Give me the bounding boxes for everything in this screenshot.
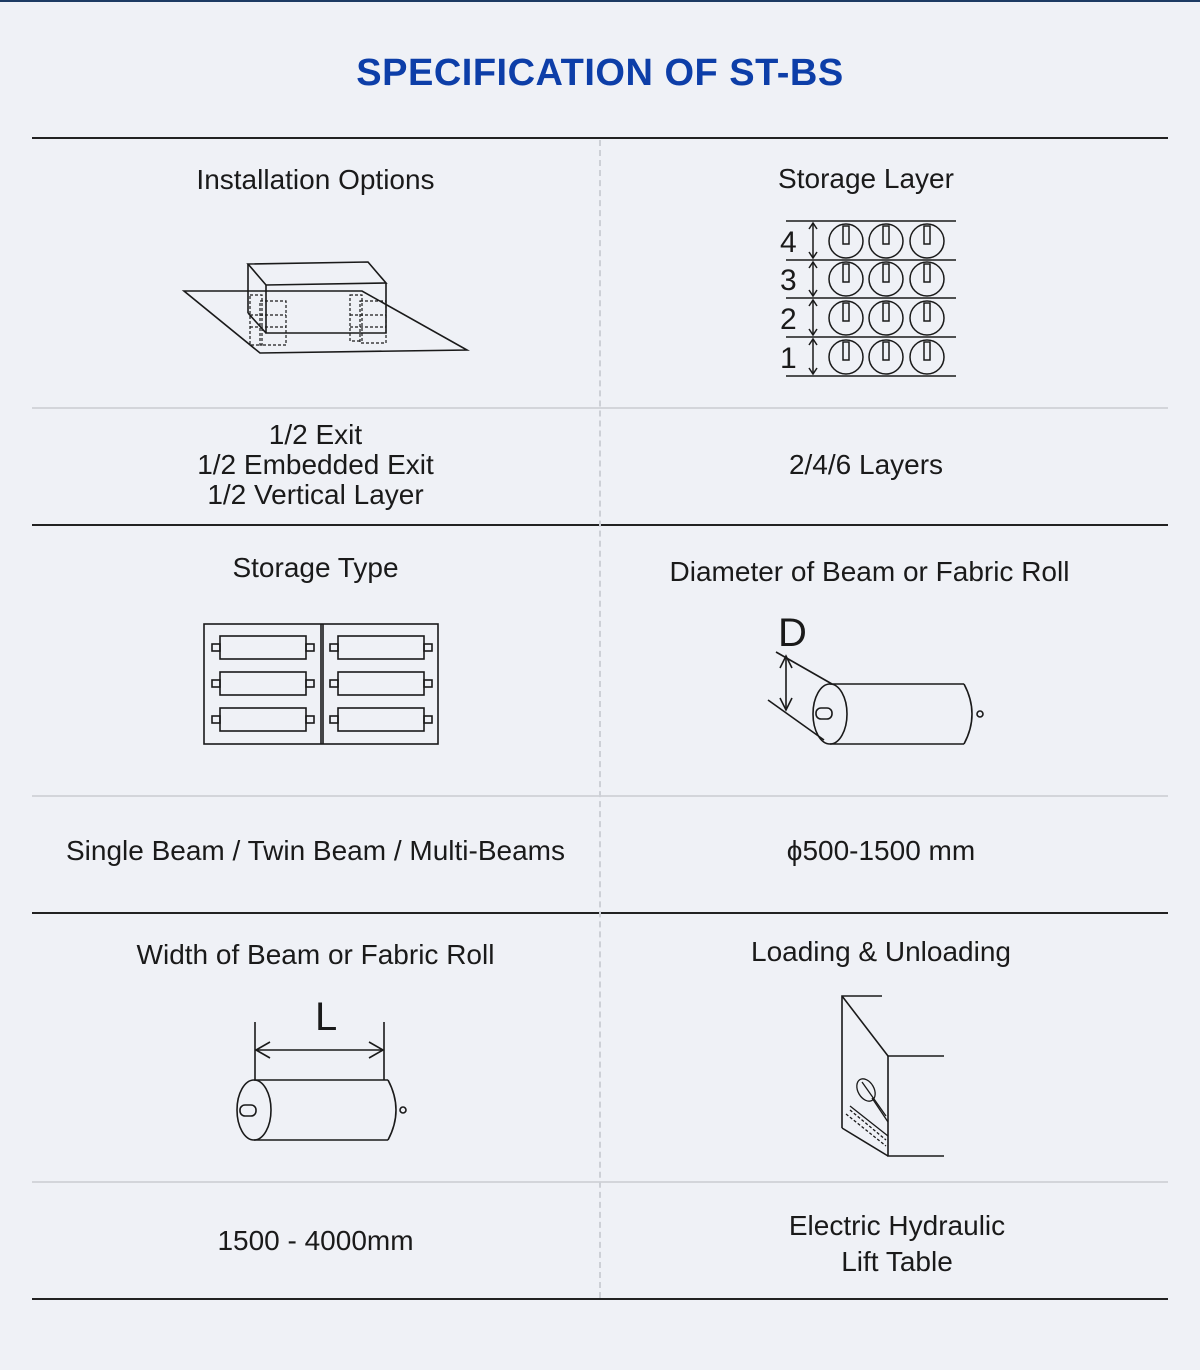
width-value: 1500 - 4000mm [217, 1225, 414, 1256]
width-icon [230, 990, 420, 1153]
top-border-line [0, 0, 1200, 2]
diameter-icon [764, 608, 994, 758]
storage-type-icon [202, 622, 442, 753]
diameter-value: ϕ500-1500 mm [786, 835, 976, 866]
value-line: Electric Hydraulic [788, 1210, 1006, 1241]
value-line: 1/2 Exit [268, 419, 363, 450]
width-letter: L [315, 995, 338, 1039]
installation-icon [180, 255, 470, 365]
value-line: 1/2 Vertical Layer [207, 479, 424, 510]
width-heading: Width of Beam or Fabric Roll [136, 939, 495, 970]
table-top-border [32, 137, 1168, 139]
lift-table-icon [836, 990, 951, 1167]
loading-value [601, 1208, 1193, 1280]
page-title: SPECIFICATION OF ST-BS [356, 52, 844, 94]
beam-circles [829, 224, 944, 374]
layer-number: 2 [780, 303, 797, 336]
layer-number: 3 [780, 264, 797, 297]
storage-type-heading: Storage Type [232, 552, 399, 583]
storage-layer-heading: Storage Layer [778, 163, 954, 194]
layer-number: 1 [780, 342, 797, 375]
column-divider [599, 140, 601, 1298]
value-line: Lift Table [841, 1246, 953, 1277]
value-line: 1/2 Embedded Exit [197, 449, 434, 480]
installation-options-value [32, 420, 599, 510]
storage-layer-icon [776, 218, 960, 387]
storage-layer-value: 2/4/6 Layers [788, 449, 944, 480]
loading-heading: Loading & Unloading [751, 936, 1011, 967]
storage-type-value: Single Beam / Twin Beam / Multi-Beams [65, 835, 565, 866]
table-bottom-border [32, 1298, 1168, 1300]
installation-options-heading: Installation Options [196, 164, 435, 195]
diameter-letter: D [778, 611, 807, 655]
diameter-heading: Diameter of Beam or Fabric Roll [669, 556, 1070, 587]
layer-number: 4 [780, 226, 797, 259]
